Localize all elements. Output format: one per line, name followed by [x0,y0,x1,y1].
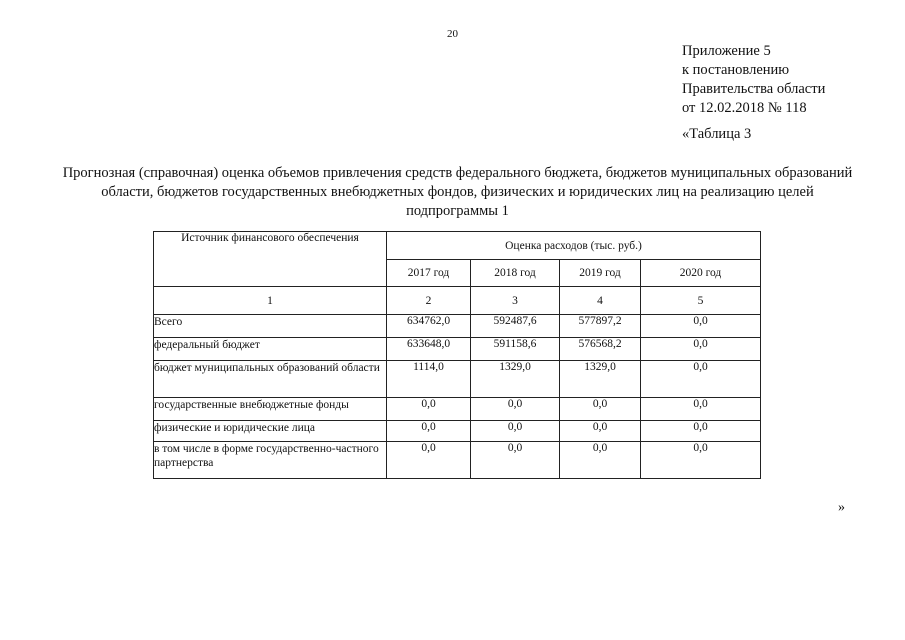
financing-table [153,231,761,479]
cell-value: 0,0 [387,398,471,421]
appendix-line: к постановлению [682,62,790,78]
cell-value: 0,0 [641,421,761,442]
appendix-line: Правительства области [682,81,826,97]
row-label: в том числе в форме государственно-частного партнерства [154,442,387,479]
appendix-line: от 12.02.2018 № 118 [682,100,807,116]
table-row [154,361,761,398]
cell-value: 0,0 [387,421,471,442]
row-label: физические и юридические лица [154,421,387,442]
year-header: 2018 год [471,260,560,287]
cell-value: 0,0 [471,398,560,421]
cell-value: 0,0 [471,442,560,479]
cell-value: 0,0 [641,442,761,479]
estimate-column-header: Оценка расходов (тыс. руб.) [387,232,761,260]
table-row [154,398,761,421]
row-label: государственные внебюджетные фонды [154,398,387,421]
cell-value: 577897,2 [560,315,641,338]
table-row [154,442,761,479]
cell-value: 592487,6 [471,315,560,338]
cell-value: 0,0 [641,398,761,421]
appendix-line: Приложение 5 [682,43,771,59]
appendix-block [682,42,825,118]
cell-value: 0,0 [471,421,560,442]
cell-value: 1329,0 [471,361,560,398]
table-row [154,421,761,442]
source-column-header: Источник финансового обеспечения [154,232,387,287]
cell-value: 0,0 [641,361,761,398]
cell-value: 0,0 [560,398,641,421]
cell-value: 0,0 [387,442,471,479]
table-row [154,315,761,338]
cell-value: 1114,0 [387,361,471,398]
cell-value: 576568,2 [560,338,641,361]
cell-value: 633648,0 [387,338,471,361]
document-title: Прогнозная (справочная) оценка объемов привлечения средств федерального бюджета, бюджетов муниципальных образований области, бюджетов государственных внебюджетных фондов, физических и юридических лиц на реализацию целей подпрограммы 1 [62,165,853,219]
row-label: бюджет муниципальных образований области [154,361,387,398]
cell-value: 0,0 [560,442,641,479]
cell-value: 0,0 [560,421,641,442]
cell-value: 0,0 [641,338,761,361]
row-label: федеральный бюджет [154,338,387,361]
year-header: 2019 год [560,260,641,287]
column-number: 2 [387,287,471,315]
year-header: 2017 год [387,260,471,287]
column-number: 1 [154,287,387,315]
cell-value: 1329,0 [560,361,641,398]
table-label: «Таблица 3 [682,126,752,142]
cell-value: 634762,0 [387,315,471,338]
cell-value: 591158,6 [471,338,560,361]
column-number: 4 [560,287,641,315]
closing-quote: » [838,500,845,515]
year-header: 2020 год [641,260,761,287]
column-number: 3 [471,287,560,315]
table-row [154,338,761,361]
cell-value: 0,0 [641,315,761,338]
row-label: Всего [154,315,387,338]
column-number-row [154,287,761,315]
page-number: 20 [447,28,458,40]
column-number: 5 [641,287,761,315]
